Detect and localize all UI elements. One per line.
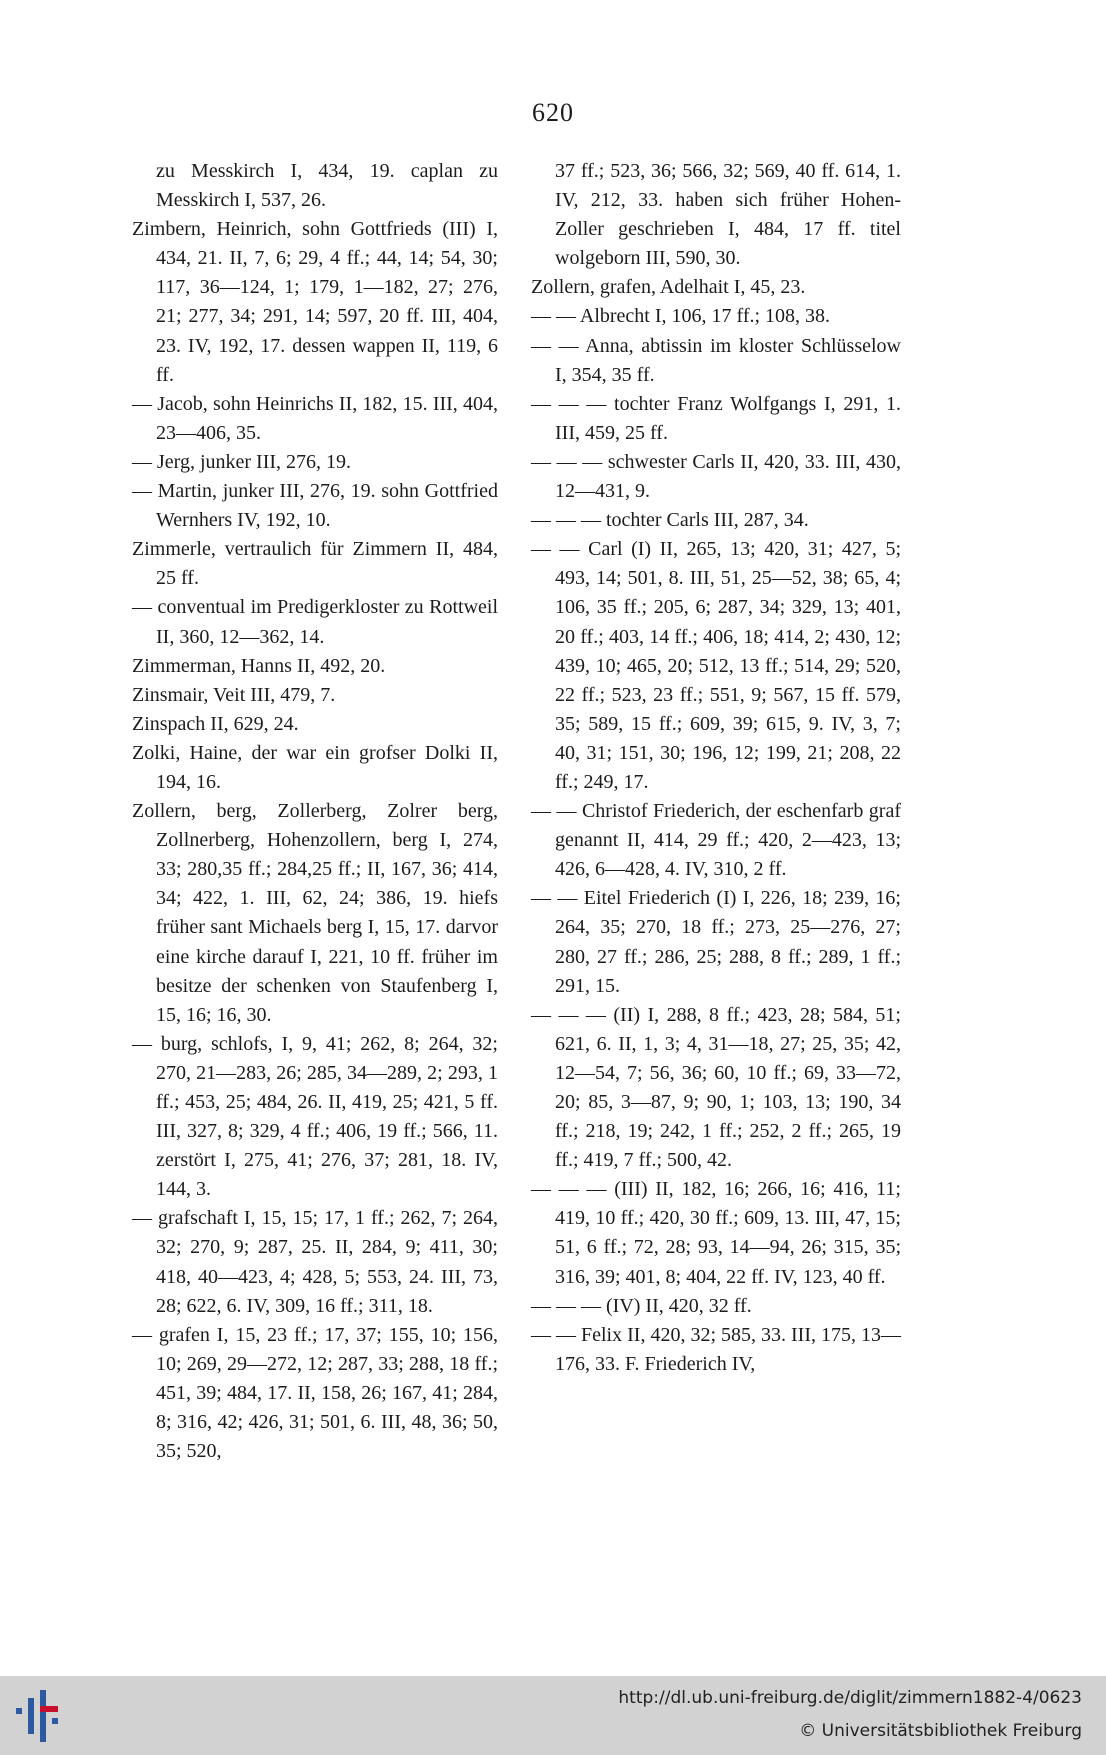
- index-entry: — conventual im Predigerkloster zu Rottweil II, 360, 12—362, 14.: [132, 596, 498, 648]
- source-url-link[interactable]: http://dl.ub.uni-freiburg.de/diglit/zimmern1882-4/0623: [618, 1688, 1082, 1708]
- index-entry: — Jerg, junker III, 276, 19.: [132, 450, 352, 473]
- index-entry: Zimbern, Heinrich, sohn Gottfrieds (III) I, 434, 21. II, 7, 6; 29, 4 ff.; 44, 14; 54, 30; 117, 36—124, 1; 179, 1—182, 27; 276, 21; 277, 34; 291, 14; 597, 20 ff. III, 404, 23. IV, 192, 17. dessen wappen II, 119, 6 ff.: [132, 218, 498, 386]
- index-entry: Zimmerle, vertraulich für Zimmern II, 484, 25 ff.: [132, 538, 498, 590]
- page-number: 620: [532, 98, 574, 127]
- footer-bar: [0, 1676, 1106, 1755]
- index-entry: — — Albrecht I, 106, 17 ff.; 108, 38.: [531, 305, 831, 328]
- index-entry: — — — schwester Carls II, 420, 33. III, 430, 12—431, 9.: [531, 450, 901, 503]
- index-entry: — — — tochter Carls III, 287, 34.: [531, 509, 809, 532]
- index-entry: — — Carl (I) II, 265, 13; 420, 31; 427, 5; 493, 14; 501, 8. III, 51, 25—52, 38; 65, 4; 106, 35 ff.; 205, 6; 287, 34; 329, 13; 401, 20 ff.; 403, 14 ff.; 406, 18; 414, 2; 430, 12; 439, 10; 465, 20; 512, 13 ff.; 514, 29; 520, 22 ff.; 523, 23 ff.; 551, 9; 567, 15 ff. 579, 35; 589, 15 ff.; 609, 39; 615, 9. IV, 3, 7; 40, 31; 151, 30; 196, 12; 199, 21; 208, 22 ff.; 249, 17.: [531, 538, 901, 793]
- index-column-right: [531, 157, 901, 1379]
- index-entry: 37 ff.; 523, 36; 566, 32; 569, 40 ff. 614, 1. IV, 212, 33. haben sich früher Hohen-Zoller geschrieben I, 484, 17 ff. titel wolgeborn III, 590, 30.: [555, 160, 901, 270]
- index-entry: Zolki, Haine, der war ein grofser Dolki II, 194, 16.: [132, 741, 498, 793]
- index-entry: Zollern, grafen, Adelhait I, 45, 23.: [531, 276, 806, 299]
- index-column-left: [132, 157, 498, 1466]
- index-entry: — — Anna, abtissin im kloster Schlüsselow I, 354, 35 ff.: [531, 334, 901, 386]
- index-entry: — Jacob, sohn Heinrichs II, 182, 15. III, 404, 23—406, 35.: [132, 392, 498, 444]
- index-entry: — grafen I, 15, 23 ff.; 17, 37; 155, 10; 156, 10; 269, 29—272, 12; 287, 33; 288, 18 ff.; 451, 39; 484, 17. II, 158, 26; 167, 41; 284, 8; 316, 42; 426, 31; 501, 6. III, 48, 36; 50, 35; 520,: [132, 1323, 498, 1463]
- index-entry: — — Eitel Friederich (I) I, 226, 18; 239, 16; 264, 35; 270, 18 ff.; 273, 25—276, 27; 280, 27 ff.; 286, 25; 288, 8 ff.; 289, 1 ff.; 291, 15.: [531, 887, 901, 997]
- index-entry: — burg, schlofs, I, 9, 41; 262, 8; 264, 32; 270, 21—283, 26; 285, 34—289, 2; 293, 1 ff.; 453, 25; 484, 26. II, 419, 25; 421, 5 ff. III, 327, 8; 329, 4 ff.; 406, 19 ff.; 566, 11. zerstört I, 275, 41; 276, 37; 281, 18. IV, 144, 3.: [132, 1032, 498, 1201]
- index-entry: zu Messkirch I, 434, 19. caplan zu Messkirch I, 537, 26.: [156, 160, 498, 212]
- index-entry: Zinsmair, Veit III, 479, 7.: [132, 683, 336, 706]
- index-entry: — grafschaft I, 15, 15; 17, 1 ff.; 262, 7; 264, 32; 270, 9; 287, 25. II, 284, 9; 411, 30; 418, 40—423, 4; 428, 5; 553, 24. III, 73, 28; 622, 6. IV, 309, 16 ff.; 311, 18.: [132, 1207, 498, 1317]
- index-entry: — — — (IV) II, 420, 32 ff.: [531, 1294, 752, 1317]
- index-entry: Zinspach II, 629, 24.: [132, 712, 299, 735]
- index-entry: — — — (III) II, 182, 16; 266, 16; 416, 11; 419, 10 ff.; 420, 30 ff.; 609, 13. III, 47, 15; 51, 6 ff.; 72, 28; 93, 14—94, 26; 315, 35; 316, 39; 401, 8; 404, 22 ff. IV, 123, 40 ff.: [531, 1178, 901, 1288]
- index-entry: — — — tochter Franz Wolfgangs I, 291, 1. III, 459, 25 ff.: [531, 392, 901, 444]
- library-logo-icon[interactable]: [10, 1688, 70, 1744]
- index-entry: Zollern, berg, Zollerberg, Zolrer berg, Zollnerberg, Hohenzollern, berg I, 274, 33; 280,35 ff.; 284,25 ff.; II, 167, 36; 414, 34; 422, 1. III, 62, 24; 386, 19. hiefs früher sant Michaels berg I, 15, 17. darvor eine kirche darauf I, 221, 10 ff. früher im besitze der schenken von Staufenberg I, 15, 16; 16, 30.: [132, 800, 498, 1026]
- index-entry: — Martin, junker III, 276, 19. sohn Gottfried Wernhers IV, 192, 10.: [132, 480, 498, 532]
- index-entry: — — Christof Friederich, der eschenfarb graf genannt II, 414, 29 ff.; 420, 2—423, 13; 426, 6—428, 4. IV, 310, 2 ff.: [531, 800, 901, 881]
- index-entry: Zimmerman, Hanns II, 492, 20.: [132, 654, 386, 677]
- copyright-text: © Universitätsbibliothek Freiburg: [799, 1721, 1082, 1741]
- index-entry: — — Felix II, 420, 32; 585, 33. III, 175, 13—176, 33. F. Friederich IV,: [531, 1323, 901, 1375]
- index-entry: — — — (II) I, 288, 8 ff.; 423, 28; 584, 51; 621, 6. II, 1, 3; 4, 31—18, 27; 25, 35; 42, 12—54, 7; 56, 36; 60, 10 ff.; 69, 33—72, 20; 85, 3—87, 9; 90, 1; 103, 13; 190, 34 ff.; 218, 19; 242, 1 ff.; 252, 2 ff.; 265, 19 ff.; 419, 7 ff.; 500, 42.: [531, 1003, 901, 1172]
